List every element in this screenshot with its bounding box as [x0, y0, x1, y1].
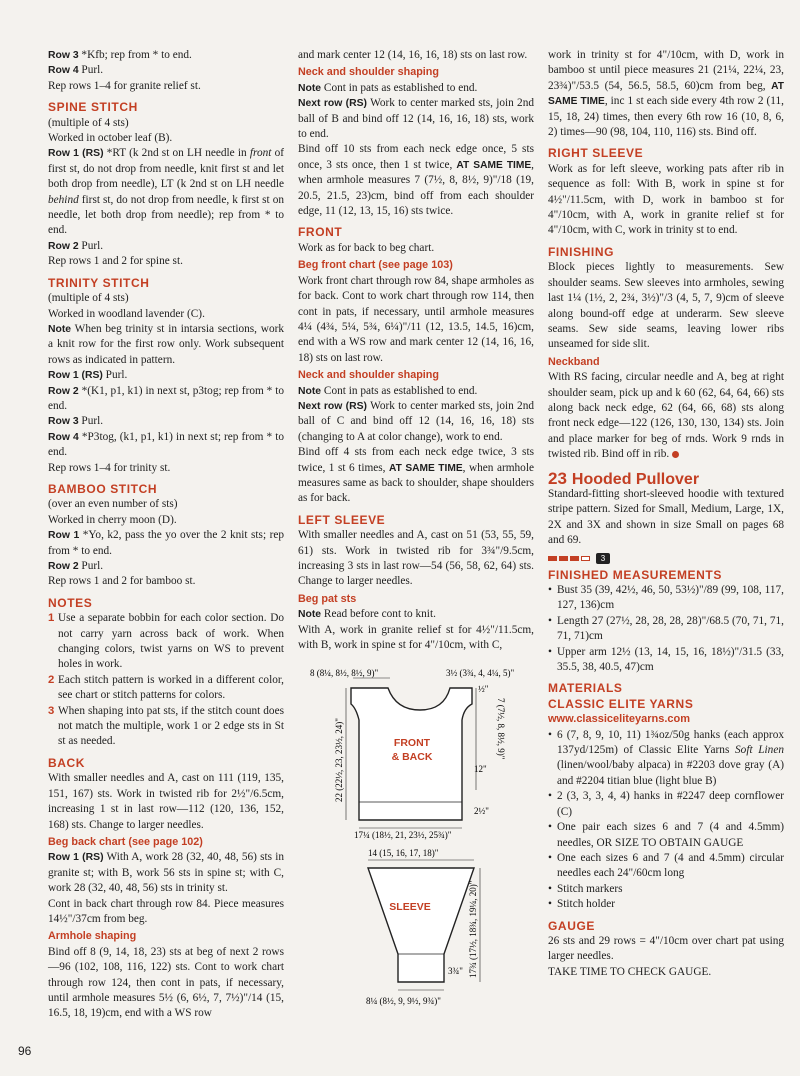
gauge-heading: GAUGE — [548, 918, 596, 933]
sleeve-cuff: 3¾" — [448, 966, 463, 976]
skill-bar-empty-icon — [581, 556, 590, 561]
pattern-title — [548, 468, 784, 488]
spine-heading: SPINE STITCH — [48, 100, 138, 115]
column-2 — [298, 48, 534, 653]
trinity-heading: TRINITY STITCH — [48, 275, 150, 290]
measure-upper-arm: • Upper arm 12½ (13, 14, 15, 16, 18½)"/31.5 (33, 35.5, 38, 40.5, 47)cm — [548, 645, 784, 674]
back-cont: Cont in back chart through row 84. Piece measures 14½"/37cm from beg. — [48, 897, 284, 925]
neck-shaping-front-heading: Neck and shoulder shaping — [298, 369, 439, 382]
dim-rib: 2½" — [474, 806, 489, 816]
finished-heading: FINISHED MEASUREMENTS — [548, 567, 722, 582]
spine-row-1: Row 1 (RS) *RT (k 2nd st on LH needle in front of first st, do not drop from needle, knit first st and let both drop from needle), LT (k 2nd st on LH needle behind first st, do not drop from needle, k first st on needle, let both drop from needle); rep from * to end. — [48, 147, 284, 237]
page-number: 96 — [18, 1044, 32, 1058]
end-mark-icon — [672, 451, 679, 458]
spine-row-2: Row 2 Purl. — [48, 239, 104, 252]
neck1-next-row: Next row (RS) Work to center marked sts, join 2nd ball of B and bind off 12 (14, 16, 16, 18) sts, work to end. — [298, 97, 534, 141]
trinity-note: Note When beg trinity st in intarsia sections, work a knit row for the first row only. Work subsequent rows as indicated in pattern. — [48, 322, 284, 366]
pattern-desc: Standard-fitting short-sleeved hoodie with textured stripe pattern. Sized for Small, Medium, Large, 1X, 2X and 3X and shown in size Small on pages 68 and 69. — [548, 487, 784, 547]
dim-mid: 12" — [474, 764, 487, 774]
column-3 — [548, 48, 784, 980]
skill-level — [548, 553, 784, 564]
note-1: 1 Use a separate bobbin for each color section. Do not carry yarn across back of work. When changing colors, twist yarns on WS to prevent holes in work. — [48, 612, 284, 671]
neckband-heading: Neckband — [548, 355, 600, 368]
back-chart-heading: Beg back chart (see page 102) — [48, 835, 203, 848]
spine-rep: Rep rows 1 and 2 for spine st. — [48, 255, 183, 268]
front-heading: FRONT — [298, 225, 343, 240]
material-item: • One pair each sizes 6 and 7 (4 and 4.5mm) needles, OR SIZE TO OBTAIN GAUGE — [548, 821, 784, 849]
neck1-text: Bind off 10 sts from each neck edge once, 5 sts once, 3 sts once, then 1 st twice, AT SAME TIME, when armhole measures 7 (7½, 8, 8½, 9)"/18 (19, 20.5, 21.5, 23)cm, bind off from each shoulder edge, 11 (12, 13, 15, 16) sts twice. — [298, 143, 534, 218]
neck-shaping-back-heading: Neck and shoulder shaping — [298, 66, 439, 79]
rep-granite: Rep rows 1–4 for granite relief st. — [48, 79, 201, 92]
right-sleeve-text: Work as for left sleeve, working pats after rib in sequence as foll: With B, work in spine st for 4½"/11.5cm, with D, work in bamboo st for 4"/10cm, with A, work in granite relief st for 4"/10cm, with C, work in trinity st to end. — [548, 162, 784, 237]
bamboo-worked: Worked in cherry moon (D). — [48, 513, 177, 526]
skill-badge: 3 — [596, 553, 610, 564]
col2-intro: and mark center 12 (14, 16, 16, 18) sts on last row. — [298, 49, 528, 61]
sleeve-bottom: 8¼ (8½, 9, 9½, 9¾)" — [366, 996, 441, 1006]
column-1 — [48, 48, 284, 1022]
row-4: Row 4 Purl. — [48, 64, 104, 77]
trinity-rep: Rep rows 1–4 for trinity st. — [48, 461, 171, 474]
dim-side: 22 (22½, 23, 23½, 24)" — [334, 718, 344, 802]
material-item: • Stitch markers — [548, 882, 623, 895]
brand-heading: CLASSIC ELITE YARNS — [548, 696, 694, 711]
material-item: • Stitch holder — [548, 898, 616, 911]
sleeve-outline — [368, 868, 474, 982]
row-3: Row 3 *Kfb; rep from * to end. — [48, 49, 192, 61]
armhole-heading: Armhole shaping — [48, 930, 137, 943]
front-chart-heading: Beg front chart (see page 103) — [298, 259, 453, 272]
finishing-text: Block pieces lightly to measurements. Sew shoulder seams. Sew sleeves into armholes, sewing last 1¼ (1½, 2, 2¾, 3½)"/3 (4, 5, 7, 9)cm of sleeve along bound-off edge at underarm. Sew sleeve seams. Sew side seams, leaving lower ribs unseamed for side slit. — [548, 261, 784, 351]
bamboo-row-2: Row 2 Purl. — [48, 560, 104, 572]
armhole-text: Bind off 8 (9, 14, 18, 23) sts at beg of next 2 rows—96 (102, 108, 116, 122) sts. Cont to work chart through row 124, then cont in pats, if necessary, until armhole measures 5½ (6, 6½, 7, 7½)"/14 (15, 16.5, 18, 19)cm, end with a WS row — [48, 945, 284, 1020]
front-text: Work as for back to beg chart. — [298, 241, 435, 254]
note-3: 3 When shaping into pat sts, if the stitch count does not match the multiple, work 1 or 2 edge sts in St st as needed. — [48, 704, 284, 748]
bamboo-multiple: (over an even number of sts) — [48, 498, 178, 511]
dim-top-right: 3½ (3¾, 4, 4¼, 5)" — [446, 668, 515, 678]
dim-bottom: 17¼ (18½, 21, 23½, 25¾)" — [354, 830, 452, 840]
measure-bust: • Bust 35 (39, 42½, 46, 50, 53½)"/89 (99, 108, 117, 127, 136)cm — [548, 584, 784, 612]
back-row-1: Row 1 (RS) With A, work 28 (32, 40, 48, 56) sts in granite st; with B, work 56 sts in spine st; with C, work 28 (32, 40, 48, 56) sts in trinity st. — [48, 851, 284, 895]
trinity-worked: Worked in woodland lavender (C). — [48, 307, 205, 320]
trinity-row-1: Row 1 (RS) Purl. — [48, 369, 128, 382]
bamboo-heading: BAMBOO STITCH — [48, 481, 158, 496]
neck2-next-row: Next row (RS) Work to center marked sts, join 2nd ball of C and bind off 12 (14, 16, 16, 18) sts (changing to A at color change), work to end. — [298, 399, 534, 443]
sleeve-label: SLEEVE — [389, 901, 431, 913]
measure-length: • Length 27 (27½, 28, 28, 28, 28)"/68.5 (70, 71, 71, 71, 71)cm — [548, 614, 784, 643]
gauge-text: 26 sts and 29 rows = 4"/10cm over chart pat using larger needles. — [548, 934, 784, 963]
trinity-row-3: Row 3 Purl. — [48, 415, 104, 428]
notes-heading: NOTES — [48, 595, 93, 610]
back-heading: BACK — [48, 755, 86, 770]
materials-heading: MATERIALS — [548, 681, 623, 696]
material-item: • 2 (3, 3, 3, 4, 4) hanks in #2247 deep cornflower (C) — [548, 790, 784, 818]
back-text: With smaller needles and A, cast on 111 (119, 135, 151, 167) sts. Work in twisted rib for 2½"/6.5cm, increasing 1 st in last row—112 (120, 136, 152, 168) sts. Change to larger needles. — [48, 772, 284, 831]
front-chart-text: Work front chart through row 84, shape armholes as for back. Cont to work chart through row 114, then cont in pats, if necessary, until armhole measures 4¼ (4¾, 5¼, 5¾, 6¼)"/11 (12, 13.5, 14.5, 16)cm, end with a WS row and mark center 12 (14, 16, 16, 18) sts on last row. — [298, 274, 534, 364]
dim-top-left: 8 (8¼, 8½, 8½, 9)" — [310, 668, 379, 678]
sleeve-top: 14 (15, 16, 17, 18)" — [368, 848, 439, 858]
spine-multiple: (multiple of 4 sts) — [48, 116, 129, 129]
pat-note: Note Read before cont to knit. — [298, 608, 436, 621]
neck2-note: Note Cont in pats as established to end. — [298, 384, 478, 397]
left-sleeve-text: With smaller needles and A, cast on 51 (53, 55, 59, 61) sts. Work in twisted rib for 3¾"/9.5cm, increasing 3 sts in last row—54 (56, 58, 62, 64) sts. Change to larger needles. — [298, 529, 534, 588]
pat-sts-heading: Beg pat sts — [298, 592, 357, 605]
brand-url[interactable]: www.classiceliteyarns.com — [548, 713, 691, 726]
pat-text: With A, work in granite relief st for 4½"/11.5cm, with B, work in spine st for 4"/10cm, with C, — [298, 623, 534, 652]
col3-intro: work in trinity st for 4"/10cm, with D, work in bamboo st until piece measures 21 (21¼, 22¼, 23, 23¾)"/53.5 (54, 56.5, 58.5, 60)cm from beg, AT SAME TIME, inc 1 st each side every 4th row 2 (11, 15, 18, 24) times, then every 6th row 16 (10, 8, 6, 2) times—90 (98, 104, 110, 116) sts. Bind off. — [548, 49, 784, 139]
skill-bar-icon — [548, 556, 557, 561]
pattern-number: 23 — [548, 468, 567, 488]
trinity-row-4: Row 4 *P3tog, (k1, p1, k1) in next st; rep from * to end. — [48, 430, 284, 459]
bamboo-rep: Rep rows 1 and 2 for bamboo st. — [48, 575, 196, 588]
note-2: 2 Each stitch pattern is worked in a different color, see chart or stitch patterns for colors. — [48, 673, 284, 702]
body-label-back: & BACK — [391, 751, 433, 763]
material-item: • One each sizes 6 and 7 (4 and 4.5mm) circular needles each 24"/60cm long — [548, 851, 784, 880]
pattern-name: Hooded Pullover — [571, 470, 700, 488]
left-sleeve-heading: LEFT SLEEVE — [298, 512, 386, 527]
dim-armhole: 7 (7½, 8, 8½, 9)" — [496, 698, 506, 760]
material-item: • 6 (7, 8, 9, 10, 11) 1¾oz/50g hanks (each approx 137yd/125m) of Classic Elite Yarns Soft Linen (linen/wool/baby alpaca) in #2203 dove gray (A) and #2204 titian blue (light blue B) — [548, 728, 784, 787]
trinity-row-2: Row 2 *(K1, p1, k1) in next st, p3tog; rep from * to end. — [48, 384, 284, 412]
skill-bar-icon — [559, 556, 568, 561]
neckband-text: With RS facing, circular needle and A, beg at right shoulder seam, pick up and k 60 (62, 64, 64, 66) sts along back neck edge, 62 (64, 66, 68) sts along front neck edge—122 (126, 130, 130, 134) sts. Join and place marker for beg of rnds. Work 9 rnds in twisted rib. Bind off in rib. — [548, 371, 784, 461]
sleeve-length: 17¾ (17½, 18¾, 19¼, 20)" — [468, 880, 478, 978]
gauge-check: TAKE TIME TO CHECK GAUGE. — [548, 965, 712, 978]
skill-bar-icon — [570, 556, 579, 561]
right-sleeve-heading: RIGHT SLEEVE — [548, 146, 644, 161]
finishing-heading: FINISHING — [548, 244, 615, 259]
spine-worked: Worked in october leaf (B). — [48, 132, 173, 145]
trinity-multiple: (multiple of 4 sts) — [48, 292, 129, 305]
neck2-text: Bind off 4 sts from each neck edge twice, 3 sts twice, 1 st 6 times, AT SAME TIME, when armhole measures same as back to shoulder, shape shoulders as for back. — [298, 446, 534, 505]
neck1-note: Note Cont in pats as established to end. — [298, 81, 478, 94]
bamboo-row-1: Row 1 *Yo, k2, pass the yo over the 2 knit sts; rep from * to end. — [48, 529, 284, 557]
dim-half: ½" — [478, 684, 489, 694]
body-label-front: FRONT — [393, 737, 431, 749]
schematic-diagram — [298, 662, 538, 1024]
